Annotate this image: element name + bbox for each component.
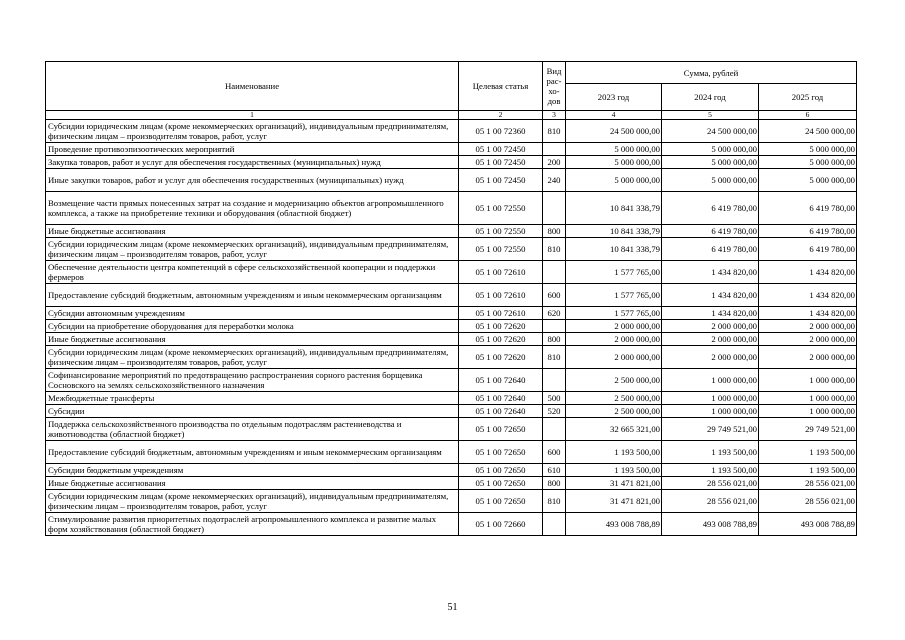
row-amount-2023: 1 193 500,00 (566, 464, 662, 477)
row-name: Субсидии на приобретение оборудования для переработки молока (46, 320, 459, 333)
row-target-article: 05 1 00 72450 (459, 156, 543, 169)
row-amount-2023: 2 500 000,00 (566, 392, 662, 405)
row-expense-type: 810 (543, 346, 566, 369)
table-row (46, 307, 857, 320)
row-target-article: 05 1 00 72650 (459, 418, 543, 441)
table-row (46, 441, 857, 464)
header-expense-type: Вид рас-хо-дов (543, 62, 566, 111)
table-row (46, 156, 857, 169)
row-name: Иные бюджетные ассигнования (46, 333, 459, 346)
row-amount-2024: 6 419 780,00 (662, 238, 759, 261)
table-row (46, 192, 857, 225)
row-amount-2023: 2 500 000,00 (566, 369, 662, 392)
row-target-article: 05 1 00 72450 (459, 143, 543, 156)
table-row (46, 320, 857, 333)
row-amount-2025: 1 193 500,00 (759, 464, 857, 477)
row-amount-2023: 32 665 321,00 (566, 418, 662, 441)
row-amount-2025: 28 556 021,00 (759, 490, 857, 513)
header-year-2024: 2024 год (662, 84, 759, 111)
row-amount-2023: 1 193 500,00 (566, 441, 662, 464)
row-expense-type: 810 (543, 120, 566, 143)
row-expense-type: 600 (543, 441, 566, 464)
table-row (46, 225, 857, 238)
row-amount-2024: 5 000 000,00 (662, 156, 759, 169)
row-amount-2023: 2 000 000,00 (566, 333, 662, 346)
row-target-article: 05 1 00 72610 (459, 261, 543, 284)
row-expense-type: 800 (543, 225, 566, 238)
row-expense-type: 600 (543, 284, 566, 307)
row-expense-type: 620 (543, 307, 566, 320)
table-row (46, 238, 857, 261)
row-amount-2023: 493 008 788,89 (566, 513, 662, 536)
row-amount-2025: 2 000 000,00 (759, 346, 857, 369)
row-name: Предоставление субсидий бюджетным, автономным учреждениям и иным некоммерческим организациям (46, 284, 459, 307)
row-target-article: 05 1 00 72610 (459, 284, 543, 307)
header-year-2023: 2023 год (566, 84, 662, 111)
row-amount-2024: 1 434 820,00 (662, 307, 759, 320)
row-expense-type: 610 (543, 464, 566, 477)
header-name: Наименование (46, 62, 459, 111)
row-amount-2023: 1 577 765,00 (566, 307, 662, 320)
row-amount-2024: 2 000 000,00 (662, 346, 759, 369)
row-amount-2024: 2 000 000,00 (662, 320, 759, 333)
row-amount-2024: 5 000 000,00 (662, 143, 759, 156)
table-row (46, 477, 857, 490)
row-target-article: 05 1 00 72640 (459, 369, 543, 392)
row-name: Субсидии автономным учреждениям (46, 307, 459, 320)
row-amount-2023: 31 471 821,00 (566, 477, 662, 490)
row-amount-2023: 24 500 000,00 (566, 120, 662, 143)
row-amount-2023: 5 000 000,00 (566, 143, 662, 156)
row-amount-2025: 2 000 000,00 (759, 320, 857, 333)
row-amount-2024: 28 556 021,00 (662, 477, 759, 490)
row-amount-2025: 6 419 780,00 (759, 192, 857, 225)
row-amount-2025: 493 008 788,89 (759, 513, 857, 536)
row-amount-2023: 10 841 338,79 (566, 192, 662, 225)
row-target-article: 05 1 00 72620 (459, 346, 543, 369)
row-expense-type: 200 (543, 156, 566, 169)
row-amount-2024: 1 000 000,00 (662, 392, 759, 405)
row-amount-2023: 2 000 000,00 (566, 320, 662, 333)
row-name: Иные бюджетные ассигнования (46, 225, 459, 238)
row-target-article: 05 1 00 72550 (459, 238, 543, 261)
row-amount-2025: 1 193 500,00 (759, 441, 857, 464)
row-name: Стимулирование развития приоритетных подотраслей агропромышленного комплекса и развитие малых форм хозяйствования (областной бюджет) (46, 513, 459, 536)
row-expense-type (543, 143, 566, 156)
row-amount-2025: 1 000 000,00 (759, 405, 857, 418)
table-row (46, 333, 857, 346)
row-amount-2025: 2 000 000,00 (759, 333, 857, 346)
row-target-article: 05 1 00 72660 (459, 513, 543, 536)
row-expense-type (543, 192, 566, 225)
row-amount-2023: 1 577 765,00 (566, 261, 662, 284)
row-expense-type: 800 (543, 477, 566, 490)
row-amount-2023: 5 000 000,00 (566, 169, 662, 192)
row-amount-2025: 5 000 000,00 (759, 156, 857, 169)
row-expense-type: 810 (543, 238, 566, 261)
table-row (46, 346, 857, 369)
row-amount-2024: 2 000 000,00 (662, 333, 759, 346)
header-target-article: Целевая статья (459, 62, 543, 111)
row-target-article: 05 1 00 72650 (459, 464, 543, 477)
column-number: 1 (46, 111, 459, 120)
column-number: 5 (662, 111, 759, 120)
table-row (46, 392, 857, 405)
row-expense-type: 240 (543, 169, 566, 192)
row-amount-2025: 1 000 000,00 (759, 369, 857, 392)
row-amount-2025: 1 434 820,00 (759, 261, 857, 284)
row-target-article: 05 1 00 72620 (459, 333, 543, 346)
table-row (46, 169, 857, 192)
table-row (46, 490, 857, 513)
row-name: Возмещение части прямых понесенных затрат на создание и модернизацию объектов агропромышленного комплекса, а также на приобретение техники и оборудования (областной бюджет) (46, 192, 459, 225)
row-target-article: 05 1 00 72550 (459, 192, 543, 225)
row-name: Субсидии (46, 405, 459, 418)
row-expense-type: 810 (543, 490, 566, 513)
row-expense-type (543, 261, 566, 284)
row-name: Иные бюджетные ассигнования (46, 477, 459, 490)
row-amount-2024: 29 749 521,00 (662, 418, 759, 441)
row-target-article: 05 1 00 72650 (459, 441, 543, 464)
row-target-article: 05 1 00 72360 (459, 120, 543, 143)
row-amount-2024: 6 419 780,00 (662, 225, 759, 238)
row-target-article: 05 1 00 72640 (459, 392, 543, 405)
row-target-article: 05 1 00 72650 (459, 490, 543, 513)
row-expense-type (543, 513, 566, 536)
row-name: Поддержка сельскохозяйственного производства по отдельным подотраслям растениеводства и животноводства (областной бюджет) (46, 418, 459, 441)
row-amount-2025: 1 000 000,00 (759, 392, 857, 405)
row-target-article: 05 1 00 72550 (459, 225, 543, 238)
row-amount-2024: 493 008 788,89 (662, 513, 759, 536)
row-amount-2025: 1 434 820,00 (759, 307, 857, 320)
row-amount-2023: 10 841 338,79 (566, 225, 662, 238)
row-amount-2024: 28 556 021,00 (662, 490, 759, 513)
table-row (46, 120, 857, 143)
row-name: Субсидии бюджетным учреждениям (46, 464, 459, 477)
table-row (46, 284, 857, 307)
row-amount-2024: 1 000 000,00 (662, 369, 759, 392)
row-name: Софинансирование мероприятий по предотвращению распространения сорного растения борщевика Сосновского на землях сельскохозяйственного назначения (46, 369, 459, 392)
budget-table (45, 61, 857, 536)
row-expense-type: 520 (543, 405, 566, 418)
row-amount-2023: 10 841 338,79 (566, 238, 662, 261)
row-expense-type (543, 369, 566, 392)
row-target-article: 05 1 00 72640 (459, 405, 543, 418)
row-name: Субсидии юридическим лицам (кроме некоммерческих организаций), индивидуальным предпринимателям, физическим лицам – производителям товаров, работ, услуг (46, 346, 459, 369)
row-amount-2024: 5 000 000,00 (662, 169, 759, 192)
table-row (46, 464, 857, 477)
table-row (46, 143, 857, 156)
row-name: Межбюджетные трансферты (46, 392, 459, 405)
page-number: 51 (447, 602, 458, 613)
row-amount-2025: 5 000 000,00 (759, 143, 857, 156)
column-number: 3 (543, 111, 566, 120)
row-amount-2023: 31 471 821,00 (566, 490, 662, 513)
row-name: Иные закупки товаров, работ и услуг для обеспечения государственных (муниципальных) нужд (46, 169, 459, 192)
header-sum: Сумма, рублей (566, 62, 857, 84)
row-amount-2024: 1 000 000,00 (662, 405, 759, 418)
row-target-article: 05 1 00 72450 (459, 169, 543, 192)
table-row (46, 513, 857, 536)
row-amount-2024: 1 193 500,00 (662, 464, 759, 477)
column-number: 2 (459, 111, 543, 120)
table-row (46, 369, 857, 392)
table-row (46, 405, 857, 418)
row-name: Субсидии юридическим лицам (кроме некоммерческих организаций), индивидуальным предпринимателям, физическим лицам – производителям товаров, работ, услуг (46, 238, 459, 261)
header-year-2025: 2025 год (759, 84, 857, 111)
row-amount-2024: 1 193 500,00 (662, 441, 759, 464)
row-amount-2023: 2 500 000,00 (566, 405, 662, 418)
row-amount-2025: 1 434 820,00 (759, 284, 857, 307)
table-row (46, 261, 857, 284)
row-amount-2025: 5 000 000,00 (759, 169, 857, 192)
row-target-article: 05 1 00 72650 (459, 477, 543, 490)
row-amount-2024: 1 434 820,00 (662, 284, 759, 307)
row-amount-2023: 2 000 000,00 (566, 346, 662, 369)
row-name: Предоставление субсидий бюджетным, автономным учреждениям и иным некоммерческим организациям (46, 441, 459, 464)
row-amount-2025: 29 749 521,00 (759, 418, 857, 441)
row-expense-type: 500 (543, 392, 566, 405)
column-number: 6 (759, 111, 857, 120)
row-expense-type (543, 418, 566, 441)
row-expense-type (543, 320, 566, 333)
row-amount-2025: 6 419 780,00 (759, 238, 857, 261)
row-amount-2023: 5 000 000,00 (566, 156, 662, 169)
row-amount-2024: 6 419 780,00 (662, 192, 759, 225)
row-amount-2025: 6 419 780,00 (759, 225, 857, 238)
row-amount-2023: 1 577 765,00 (566, 284, 662, 307)
row-target-article: 05 1 00 72620 (459, 320, 543, 333)
table-body (46, 120, 857, 536)
row-target-article: 05 1 00 72610 (459, 307, 543, 320)
row-amount-2025: 28 556 021,00 (759, 477, 857, 490)
column-number: 4 (566, 111, 662, 120)
row-expense-type: 800 (543, 333, 566, 346)
row-name: Проведение противоэпизоотических мероприятий (46, 143, 459, 156)
row-name: Обеспечение деятельности центра компетенций в сфере сельскохозяйственной кооперации и поддержки фермеров (46, 261, 459, 284)
row-amount-2024: 1 434 820,00 (662, 261, 759, 284)
table-row (46, 418, 857, 441)
row-amount-2025: 24 500 000,00 (759, 120, 857, 143)
row-name: Закупка товаров, работ и услуг для обеспечения государственных (муниципальных) нужд (46, 156, 459, 169)
row-name: Субсидии юридическим лицам (кроме некоммерческих организаций), индивидуальным предпринимателям, физическим лицам – производителям товаров, работ, услуг (46, 490, 459, 513)
row-amount-2024: 24 500 000,00 (662, 120, 759, 143)
row-name: Субсидии юридическим лицам (кроме некоммерческих организаций), индивидуальным предпринимателям, физическим лицам – производителям товаров, работ, услуг (46, 120, 459, 143)
